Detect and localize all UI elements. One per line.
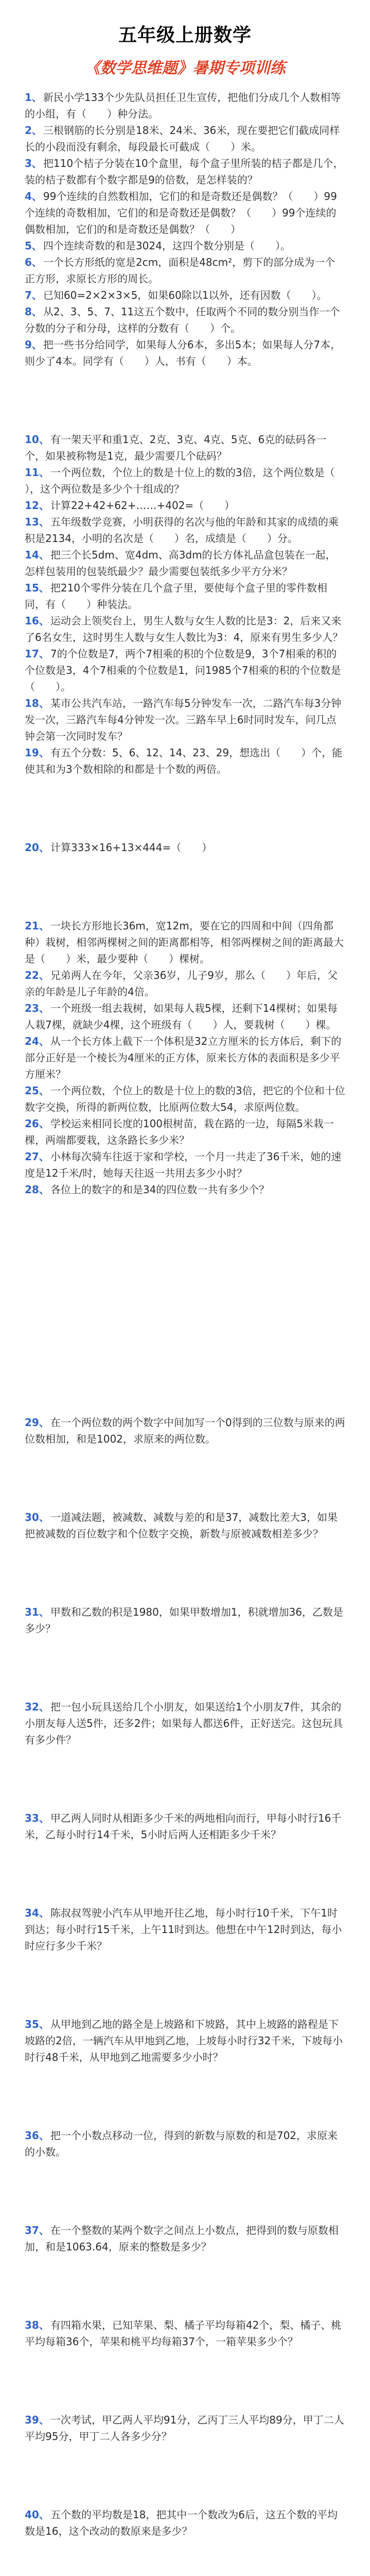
question-text: 在一个两位数的两个数字中间加写一个0得到的三位数与原来的两位数相加，和是1002，求原来的两位数。: [25, 1416, 345, 1445]
question-text: 计算22+42+62+……+402=（ ）: [50, 499, 235, 512]
question-number: 31、: [25, 1606, 49, 1618]
question-text: 各位上的数字的和是34的四位数一共有多少个？: [50, 1183, 270, 1196]
question-item: [0, 497, 370, 514]
question-text: 99个连续的自然数相加，它们的和是奇数还是偶数？（ ）99个连续的奇数相加，它们的和是奇数还是偶数？（ ）99个连续的偶数相加，它们的和是奇数还是偶数？（ ）: [25, 190, 337, 235]
question-item: [0, 1509, 370, 1542]
question-text: 已知60=2×2×3×5，如果60除以1以外，还有因数（ ）。: [43, 289, 327, 301]
question-text: 新民小学133个少先队员担任卫生宣传，把他们分成几个人数相等的小组，有（ ）种分法。: [25, 91, 341, 120]
question-text: 把三个长5dm、宽4dm、高3dm的长方体礼品盒包装在一起，怎样包装用的包装纸最少？最少需要包装纸多少平方分米？: [25, 549, 336, 578]
question-item: [0, 2506, 370, 2539]
question-text: 从一个长方体上截下一个体积是32立方厘米的长方体后，剩下的部分正好是一个棱长为4厘米的正方体，原来长方体的表面积是多少平方厘米？: [25, 1035, 342, 1080]
answer-space: [0, 777, 370, 839]
question-number: 5、: [25, 240, 42, 252]
question-item: [0, 1604, 370, 1637]
question-number: 22、: [25, 969, 49, 981]
question-item: [0, 303, 370, 336]
question-item: [0, 1699, 370, 1748]
answer-space: [0, 1542, 370, 1604]
question-text: 兄弟两人在今年，父亲36岁，儿子9岁，那么（ ）年后，父亲的年龄是儿子年龄的4倍。: [25, 969, 338, 998]
question-number: 19、: [25, 747, 49, 759]
question-text: 一道减法题，被减数、减数与差的和是37，减数比差大3，如果把被减数的百位数字和个位数字交换，新数与原被减数相差多少？: [25, 1511, 338, 1540]
question-number: 21、: [25, 920, 49, 932]
question-number: 34、: [25, 1907, 49, 1919]
question-item: [0, 89, 370, 122]
answer-space: [0, 369, 370, 431]
question-text: 五年级数学竞赛，小明获得的名次与他的年龄和其家的成绩的乘积是2134，小明的名次是（ ）名，成绩是（ ）分。: [25, 516, 339, 545]
question-item: [0, 1033, 370, 1082]
question-list: [0, 89, 370, 2539]
answer-space: [0, 1637, 370, 1699]
question-item: [0, 839, 370, 856]
question-number: 14、: [25, 549, 49, 561]
question-number: 25、: [25, 1084, 49, 1097]
question-item: [0, 580, 370, 613]
question-number: 3、: [25, 157, 42, 170]
question-item: [0, 431, 370, 464]
question-number: 24、: [25, 1035, 49, 1047]
question-number: 39、: [25, 2414, 49, 2426]
question-number: 7、: [25, 289, 42, 301]
question-item: [0, 122, 370, 155]
question-number: 33、: [25, 1812, 49, 1824]
question-number: 36、: [25, 2129, 49, 2142]
question-number: 37、: [25, 2224, 49, 2236]
question-text: 计算333×16+13×444=（ ）: [50, 841, 213, 854]
question-number: 9、: [25, 338, 42, 351]
question-item: [0, 2412, 370, 2445]
question-text: 某市公共汽车站，一路汽车每5分钟发车一次，二路汽车每3分钟发一次，三路汽车每4分钟发一次。三路车早上6时同时发车，问几点钟会第一次同时发车？: [25, 697, 342, 742]
question-number: 38、: [25, 2319, 49, 2331]
answer-space: [0, 1748, 370, 1810]
question-text: 一个两位数，个位上的数是十位上的数的3倍，把它的个位和十位数字交换，所得的新两位数，比原两位数大54，求原两位数。: [25, 1084, 345, 1113]
question-number: 11、: [25, 466, 49, 479]
question-number: 35、: [25, 2018, 49, 2030]
question-text: 把110个桔子分装在10个盒里，每个盒子里所装的桔子都是几个，装的桔子数都有个数字都是9的倍数，是怎样装的？: [25, 157, 344, 186]
question-item: [0, 2127, 370, 2160]
question-item: [0, 514, 370, 547]
question-item: [0, 188, 370, 238]
question-text: 把一包小玩具送给几个小朋友，如果送给1个小朋友7件，其余的小朋友每人送5件，还多2件；如果每人都送6件，正好送完。这包玩具有多少件？: [25, 1701, 343, 1746]
question-number: 15、: [25, 582, 49, 594]
question-text: 一块长方形地长36m，宽12m，要在它的四周和中间（四角都种）栽树，相邻两棵树之间的距离都相等，相邻两棵树之间的距离最大是（ ）米，最少要种（ ）棵树。: [25, 920, 344, 965]
question-item: [0, 254, 370, 287]
question-item: [0, 1082, 370, 1115]
question-item: [0, 2016, 370, 2065]
question-text: 陈叔叔驾驶小汽车从甲地开往乙地，每小时行10千米，下午1时到达；每小时行15千米，上午11时到达。他想在中午12时到达，每小时应行多少千米？: [25, 1907, 342, 1952]
question-text: 一次考试，甲乙两人平均91分，乙丙丁三人平均89分，甲丁二人平均95分，甲丁二人各多少分？: [25, 2414, 344, 2443]
question-number: 30、: [25, 1511, 49, 1523]
answer-space: [0, 1954, 370, 2016]
question-item: [0, 613, 370, 646]
question-text: 把一个小数点移动一位，得到的新数与原数的和是702，求原来的小数。: [25, 2129, 338, 2158]
question-number: 29、: [25, 1416, 49, 1429]
question-number: 28、: [25, 1183, 49, 1196]
answer-space: [0, 2445, 370, 2506]
question-text: 有一架天平和重1克、2克、3克、4克、5克、6克的砝码各一个，如果被称物是1克，最少需要几个砝码？: [25, 433, 327, 462]
question-item: [0, 155, 370, 188]
question-item: [0, 547, 370, 580]
answer-space: [0, 2255, 370, 2317]
question-number: 12、: [25, 499, 49, 512]
question-text: 小林每次骑车往返于家和学校，一个月一共走了36千米，她的速度是12千米/时，她每天往返一共用去多少小时？: [25, 1150, 342, 1179]
question-number: 8、: [25, 306, 42, 318]
page-subtitle: 《数学思维题》暑期专项训练: [84, 59, 286, 77]
answer-space: [0, 1447, 370, 1509]
answer-space: [0, 2065, 370, 2127]
page-title: 五年级上册数学: [118, 25, 252, 46]
question-number: 18、: [25, 697, 49, 709]
answer-space: [0, 2160, 370, 2222]
question-item: [0, 1115, 370, 1148]
question-number: 20、: [25, 841, 49, 854]
question-number: 6、: [25, 256, 42, 268]
question-item: [0, 744, 370, 777]
question-text: 有五个分数：5、6、12、14、23、29，想选出（ ）个，能使其和为3个数相除的和都是十个数的两倍。: [25, 747, 343, 775]
question-text: 7的个位数是7，两个7相乘的积的个位数是9，3个7相乘的积的个位数是3，4个7相乘的个位数是1，问1985个7相乘的积的个位数是（ ）。: [25, 648, 341, 693]
question-number: 26、: [25, 1117, 49, 1130]
question-item: [0, 646, 370, 695]
question-item: [0, 1414, 370, 1447]
question-text: 把210个零件分装在几个盒子里，要使每个盒子里的零件数相同，有（ ）种装法。: [25, 582, 328, 611]
question-item: [0, 1905, 370, 1954]
question-item: [0, 238, 370, 254]
question-text: 有四箱水果，已知苹果、梨、橘子平均每箱42个，梨、橘子、桃平均每箱36个，苹果和桃平均每箱37个，一箱苹果多少个？: [25, 2319, 342, 2348]
question-item: [0, 1148, 370, 1181]
question-text: 运动会上领奖台上，男生人数与女生人数的比是3：2，后来又来了6名女生，这时男生人数与女生人数比为3：4，原来有男生多少人？: [25, 615, 343, 643]
question-item: [0, 1000, 370, 1033]
question-text: 甲乙两人同时从相距多少千米的两地相向而行，甲每小时行16千米，乙每小时行14千米，5小时后两人还相距多少千米？: [25, 1812, 342, 1841]
question-text: 从2、3、5、7、11这五个数中，任取两个不同的数分别当作一个分数的分子和分母，这样的分数有（ ）个。: [25, 306, 340, 334]
question-text: 学校运来相同长度的100根树苗，栽在路的一边，每隔5米栽一棵，两端都要栽，这条路长多少米？: [25, 1117, 334, 1146]
question-number: 27、: [25, 1150, 49, 1163]
question-text: 五个数的平均数是18，把其中一个数改为6后，这五个数的平均数是16，这个改动的数原来是多少？: [25, 2509, 338, 2537]
question-text: 三根钢筋的长分别是18米、24米、36米，现在要把它们截成同样长的小段而没有剩余，每段最长可截成（ ）米。: [25, 124, 340, 153]
question-text: 一个两位数，个位上的数是十位上的数的3倍，这个两位数是（ ），这个两位数是多少个十组成的？: [25, 466, 356, 495]
question-number: 16、: [25, 615, 49, 627]
question-item: [0, 2317, 370, 2350]
question-item: [0, 1810, 370, 1843]
question-item: [0, 287, 370, 303]
question-number: 1、: [25, 91, 42, 104]
question-number: 10、: [25, 433, 49, 446]
question-number: 17、: [25, 648, 49, 660]
answer-space: [0, 856, 370, 918]
question-text: 把一些书分给同学，如果每人分6本，多出5本；如果每人分7本，则少了4本。同学有（ ）人，书有（ ）本。: [25, 338, 341, 367]
question-text: 一个长方形纸的宽是2cm，面积是48cm²，剪下的部分成为一个正方形，求原长方形的周长。: [25, 256, 336, 285]
question-number: 13、: [25, 516, 49, 528]
answer-space: [0, 1198, 370, 1414]
question-text: 在一个整数的某两个数字之间点上小数点，把得到的数与原数相加，和是1063.64，原来的整数是多少？: [25, 2224, 339, 2253]
question-text: 从甲地到乙地的路全是上坡路和下坡路，其中上坡路的路程是下坡路的2倍，一辆汽车从甲地到乙地，上坡每小时行32千米，下坡每小时行48千米，从甲地到乙地需要多少小时？: [25, 2018, 343, 2063]
answer-space: [0, 1843, 370, 1905]
question-item: [0, 464, 370, 497]
question-number: 32、: [25, 1701, 49, 1713]
question-item: [0, 336, 370, 369]
question-text: 四个连续奇数的和是3024，这四个数分别是（ ）。: [43, 240, 291, 252]
answer-space: [0, 2350, 370, 2412]
question-text: 一个班级一组去栽树，如果每人栽5棵，还剩下14棵树；如果每人栽7棵，就缺少4棵，这个班级有（ ）人，要栽树（ ）棵。: [25, 1002, 338, 1031]
question-number: 40、: [25, 2509, 49, 2521]
question-number: 23、: [25, 1002, 49, 1014]
question-number: 2、: [25, 124, 42, 137]
question-item: [0, 2222, 370, 2255]
question-item: [0, 695, 370, 744]
question-number: 4、: [25, 190, 42, 202]
question-item: [0, 1181, 370, 1198]
question-text: 甲数和乙数的积是1980，如果甲数增加1，积就增加36，乙数是多少？: [25, 1606, 343, 1635]
question-item: [0, 918, 370, 967]
question-item: [0, 967, 370, 1000]
